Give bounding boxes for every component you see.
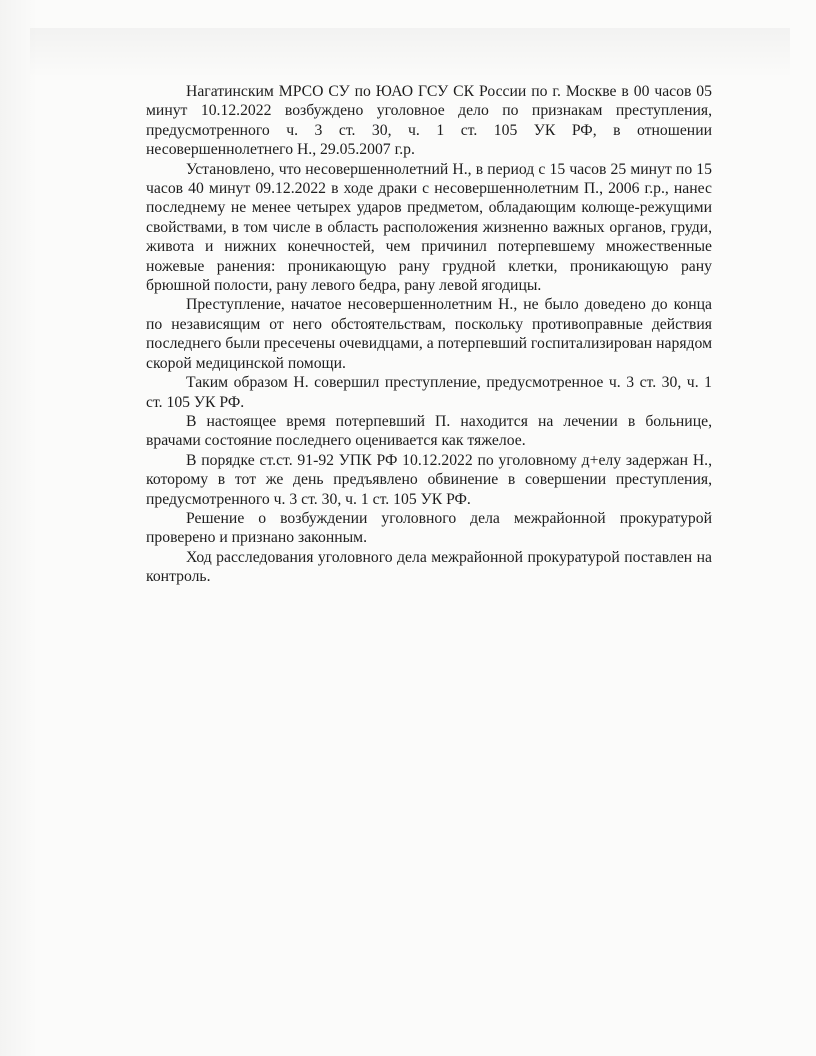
scan-shadow-left [0, 0, 38, 1056]
document-body [146, 82, 712, 587]
paragraph-decision-verified: Решение о возбуждении уголовного дела межрайонной прокуратурой проверено и признано законным. [146, 509, 712, 547]
paragraph-crime-interrupted: Преступление, начатое несовершеннолетним Н., не было доведено до конца по независящим от него обстоятельствам, поскольку противоправные действия последнего были пресечены очевидцами, а потерпевший госпитализирован нарядом скорой медицинской помощи. [146, 296, 712, 372]
paragraph-under-control: Ход расследования уголовного дела межрайонной прокуратурой поставлен на контроль. [146, 548, 712, 586]
paragraph-qualification: Таким образом Н. совершил преступление, предусмотренное ч. 3 ст. 30, ч. 1 ст. 105 УК РФ. [146, 374, 712, 411]
paragraph-case-initiated: Нагатинским МРСО СУ по ЮАО ГСУ СК России по г. Москве в 00 часов 05 минут 10.12.2022 возбуждено уголовное дело по признакам преступления, предусмотренного ч. 3 ст. 30, ч. 1 ст. 105 УК РФ, в отношении несовершеннолетнего Н., 29.05.2007 г.р. [146, 83, 712, 159]
paragraph-circumstances: Установлено, что несовершеннолетний Н., в период с 15 часов 25 минут по 15 часов 40 минут 09.12.2022 в ходе драки с несовершеннолетним П., 2006 г.р., нанес последнему не менее четырех ударов предметом, обладающим колюще-режущими свойствами, в том числе в область расположения жизненно важных органов, груди, живота и нижних конечностей, чем причинил потерпевшему множественные ножевые ранения: проникающую рану грудной клетки, проникающую рану брюшной полости, рану левого бедра, рану левой ягодицы. [146, 160, 712, 295]
paragraph-detention: В порядке ст.ст. 91-92 УПК РФ 10.12.2022 по уголовному д+елу задержан Н., которому в тот же день предъявлено обвинение в совершении преступления, предусмотренного ч. 3 ст. 30, ч. 1 ст. 105 УК РФ. [146, 451, 712, 508]
paragraph-victim-condition: В настоящее время потерпевший П. находится на лечении в больнице, врачами состояние последнего оценивается как тяжелое. [146, 412, 712, 450]
scan-shadow-top [30, 28, 790, 78]
